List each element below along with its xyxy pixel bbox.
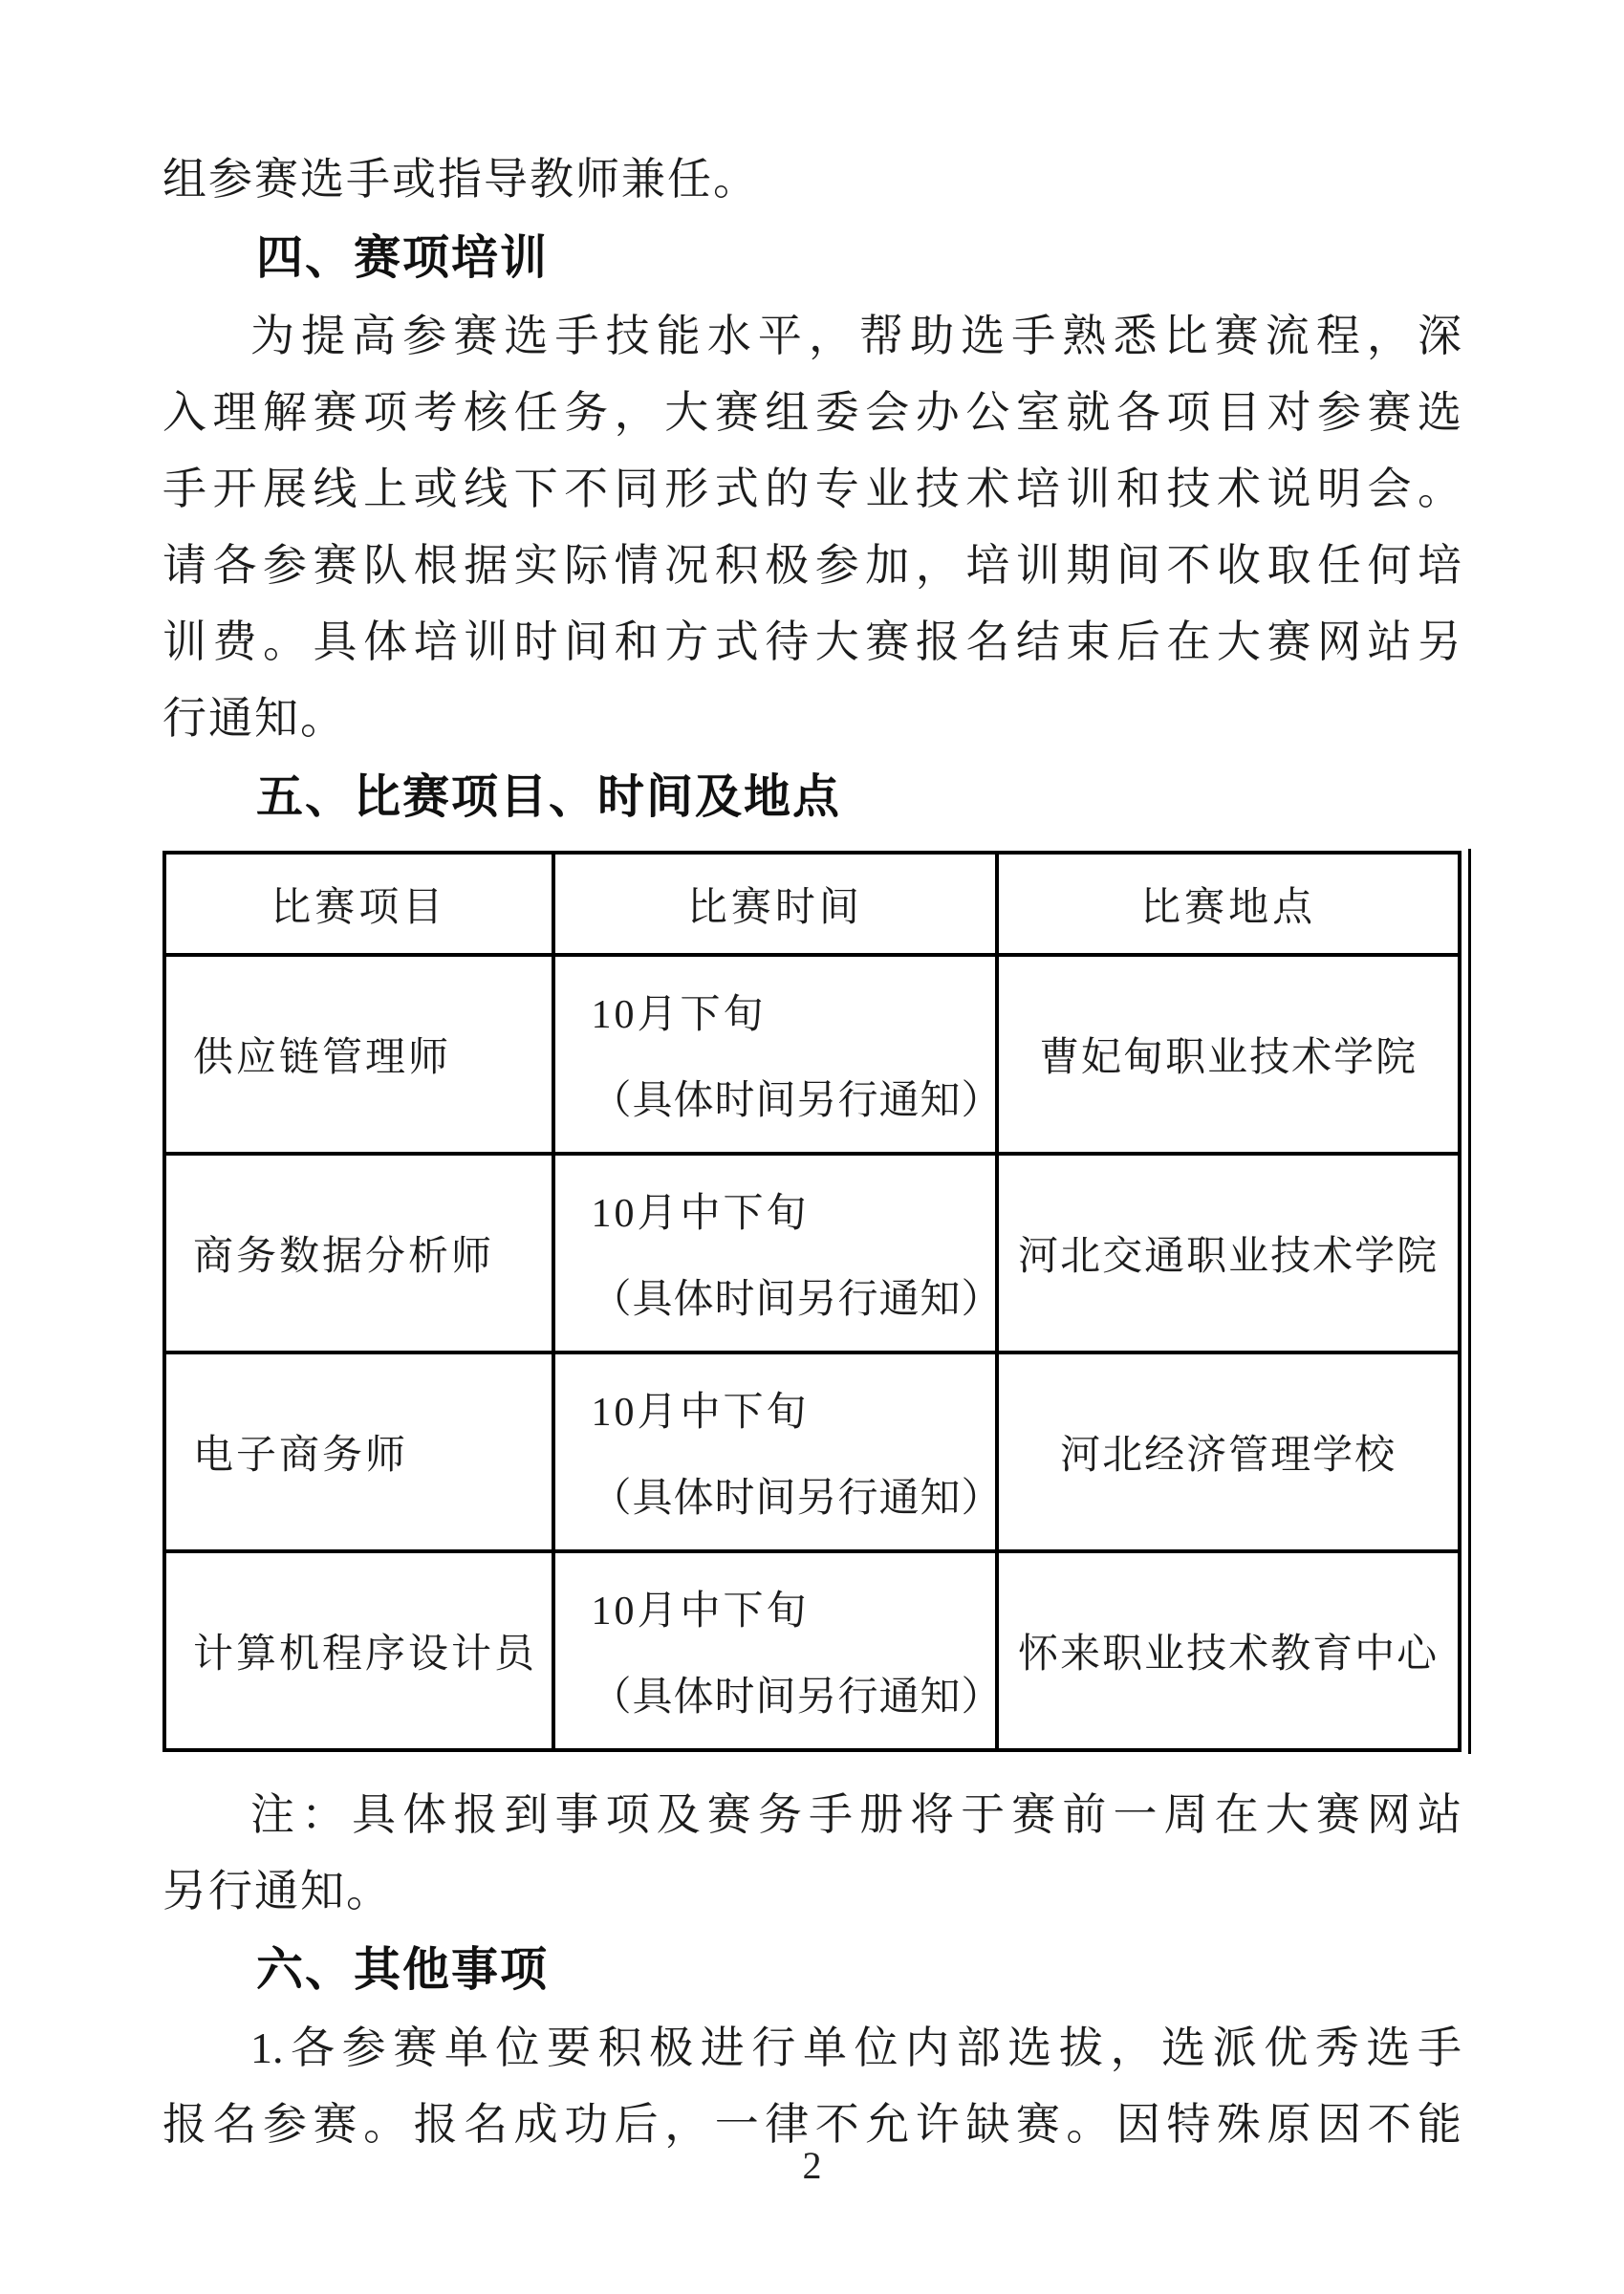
project-cell: 供应链管理师 xyxy=(164,955,553,1154)
time-note: （具体时间另行通知） xyxy=(591,1477,1003,1521)
table-row xyxy=(164,1154,1460,1353)
project-cell: 计算机程序设计员 xyxy=(164,1551,553,1750)
paragraph-line: 训费。具体培训时间和方式待大赛报名结束后在大赛网站另 xyxy=(162,617,1462,666)
time-cell-inner xyxy=(555,1157,1003,1350)
time-main: 10月下旬 xyxy=(591,993,767,1037)
time-cell-inner xyxy=(555,1355,1003,1548)
paragraph-line: 为提高参赛选手技能水平，帮助选手熟悉比赛流程，深 xyxy=(250,312,1462,360)
time-cell xyxy=(553,1551,1003,1750)
time-cell-inner xyxy=(555,1554,1003,1747)
time-cell xyxy=(553,1154,1003,1353)
paragraph-line: 组参赛选手或指导教师兼任。 xyxy=(162,155,759,204)
time-cell xyxy=(553,955,1003,1154)
location-cell: 怀来职业技术教育中心 xyxy=(997,1551,1460,1750)
time-note: （具体时间另行通知） xyxy=(591,1278,1003,1322)
paragraph-line: 行通知。 xyxy=(162,694,346,743)
time-main: 10月中下旬 xyxy=(591,1590,810,1634)
table-row xyxy=(164,1353,1460,1551)
paragraph-line: 1.各参赛单位要积极进行单位内部选拔，选派优秀选手 xyxy=(250,2023,1462,2072)
paragraph-line: 报名参赛。报名成功后，一律不允许缺赛。因特殊原因不能 xyxy=(162,2100,1462,2149)
time-main: 10月中下旬 xyxy=(591,1391,810,1435)
location-cell: 曹妃甸职业技术学院 xyxy=(997,955,1460,1154)
paragraph-line: 请各参赛队根据实际情况积极参加，培训期间不收取任何培 xyxy=(162,541,1462,590)
time-cell xyxy=(553,1353,1003,1551)
paragraph-line: 入理解赛项考核任务，大赛组委会办公室就各项目对参赛选 xyxy=(162,388,1462,437)
section-heading-training: 四、赛项培训 xyxy=(256,232,550,284)
table-header-cell-project: 比赛项目 xyxy=(164,853,553,955)
project-cell: 电子商务师 xyxy=(164,1353,553,1551)
time-note: （具体时间另行通知） xyxy=(591,1676,1003,1720)
note-line: 另行通知。 xyxy=(162,1867,392,1915)
schedule-table-wrapper xyxy=(162,851,1462,1752)
project-cell: 商务数据分析师 xyxy=(164,1154,553,1353)
table-note xyxy=(162,1777,1462,1930)
table-header-row xyxy=(164,853,1460,955)
page-number: 2 xyxy=(802,2144,822,2187)
location-cell: 河北交通职业技术学院 xyxy=(997,1154,1460,1353)
table-row xyxy=(164,1551,1460,1750)
table-header-cell-time: 比赛时间 xyxy=(553,853,998,955)
time-cell-inner xyxy=(555,958,1003,1151)
table-row xyxy=(164,955,1460,1154)
location-cell: 河北经济管理学校 xyxy=(997,1353,1460,1551)
section-heading-other: 六、其他事项 xyxy=(256,1944,550,1996)
note-line: 注：具体报到事项及赛务手册将于赛前一周在大赛网站 xyxy=(250,1790,1462,1839)
schedule-table xyxy=(162,851,1462,1752)
paragraph-line: 手开展线上或线下不同形式的专业技术培训和技术说明会。 xyxy=(162,465,1462,513)
table-header-cell-location: 比赛地点 xyxy=(997,853,1460,955)
section-heading-schedule: 五、比赛项目、时间及地点 xyxy=(256,771,842,823)
time-note: （具体时间另行通知） xyxy=(591,1079,1003,1123)
time-main: 10月中下旬 xyxy=(591,1192,810,1236)
